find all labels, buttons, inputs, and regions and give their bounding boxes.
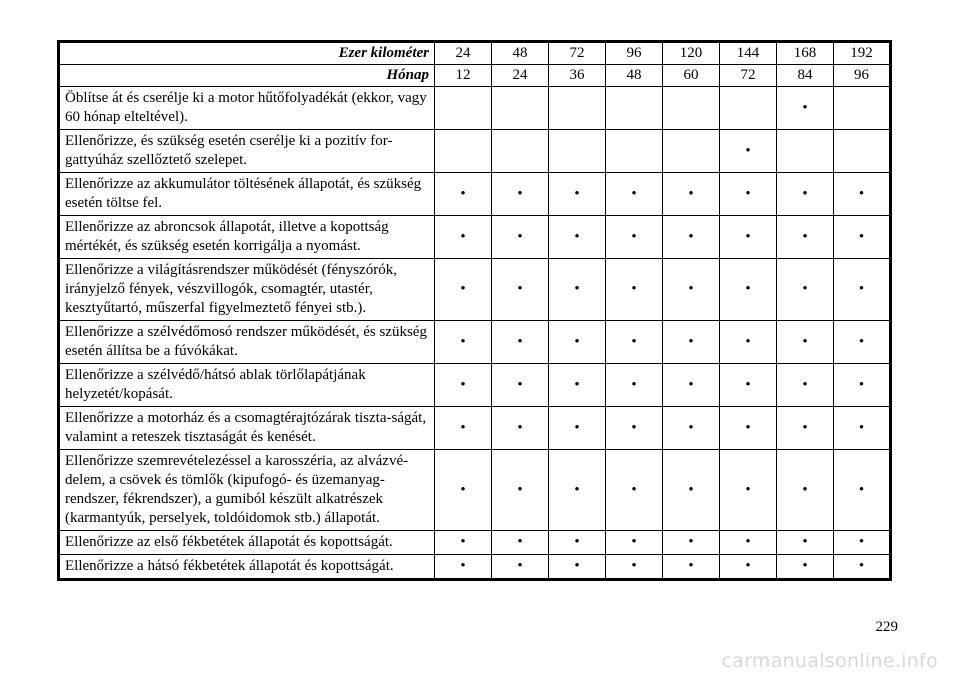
task-description: Ellenőrizze a világításrendszer működését (fényszórók, irányjelző fények, vészvillogók, csomagtér, utastér, kesztyűtartó, műszerfal figyelmeztető fényei stb.).	[59, 259, 435, 321]
service-mark: •	[492, 450, 549, 531]
header-month-cell: 24	[492, 65, 549, 87]
empty-cell	[435, 130, 492, 173]
task-description: Ellenőrizze az abroncsok állapotát, illetve a kopottság mértékét, és szükség esetén korrigálja a nyomást.	[59, 216, 435, 259]
table-row	[59, 407, 891, 450]
service-mark: •	[777, 555, 834, 580]
task-description: Ellenőrizze az első fékbetétek állapotát és kopottságát.	[59, 531, 435, 555]
service-mark: •	[549, 321, 606, 364]
table-row	[59, 259, 891, 321]
header-km-cell: 96	[606, 42, 663, 65]
table-row	[59, 531, 891, 555]
service-mark: •	[834, 450, 891, 531]
table-row	[59, 130, 891, 173]
service-mark: •	[663, 531, 720, 555]
service-mark: •	[435, 364, 492, 407]
empty-cell	[435, 87, 492, 130]
service-mark: •	[606, 321, 663, 364]
task-description: Öblítse át és cserélje ki a motor hűtőfolyadékát (ekkor, vagy 60 hónap elteltével).	[59, 87, 435, 130]
header-km-cell: 120	[663, 42, 720, 65]
service-mark: •	[435, 321, 492, 364]
service-mark: •	[435, 450, 492, 531]
service-mark: •	[663, 555, 720, 580]
service-mark: •	[720, 130, 777, 173]
service-mark: •	[777, 407, 834, 450]
empty-cell	[606, 87, 663, 130]
header-km-cell: 144	[720, 42, 777, 65]
service-mark: •	[606, 450, 663, 531]
header-month-cell: 48	[606, 65, 663, 87]
service-mark: •	[549, 364, 606, 407]
table-row	[59, 321, 891, 364]
task-description: Ellenőrizze, és szükség esetén cserélje ki a pozitív for-gattyúház szellőztető szelepet.	[59, 130, 435, 173]
table-row	[59, 216, 891, 259]
header-km-cell: 48	[492, 42, 549, 65]
service-mark: •	[549, 216, 606, 259]
service-mark: •	[834, 555, 891, 580]
empty-cell	[492, 87, 549, 130]
task-description: Ellenőrizze szemrevételezéssel a karosszéria, az alvázvé-delem, a csövek és tömlők (kipufogó- és üzemanyag-rendszer, fékrendszer), a gumiból készült alkatrészek (karmantyúk, perselyek, toldóidomok stb.) állapotát.	[59, 450, 435, 531]
service-mark: •	[834, 216, 891, 259]
service-mark: •	[720, 531, 777, 555]
service-mark: •	[720, 450, 777, 531]
header-month-cell: 36	[549, 65, 606, 87]
header-km-cell: 192	[834, 42, 891, 65]
service-mark: •	[492, 531, 549, 555]
table-row	[59, 555, 891, 580]
service-mark: •	[663, 321, 720, 364]
task-description: Ellenőrizze a hátsó fékbetétek állapotát és kopottságát.	[59, 555, 435, 580]
service-mark: •	[492, 407, 549, 450]
service-mark: •	[834, 407, 891, 450]
service-mark: •	[606, 216, 663, 259]
header-month-cell: 84	[777, 65, 834, 87]
service-mark: •	[663, 259, 720, 321]
service-mark: •	[834, 259, 891, 321]
service-mark: •	[720, 555, 777, 580]
service-mark: •	[720, 173, 777, 216]
service-mark: •	[492, 173, 549, 216]
header-km-cell: 72	[549, 42, 606, 65]
service-mark: •	[834, 531, 891, 555]
empty-cell	[834, 130, 891, 173]
service-mark: •	[777, 216, 834, 259]
service-mark: •	[492, 555, 549, 580]
header-month-cell: 60	[663, 65, 720, 87]
header-month-cell: 72	[720, 65, 777, 87]
empty-cell	[720, 87, 777, 130]
empty-cell	[606, 130, 663, 173]
service-mark: •	[777, 87, 834, 130]
service-mark: •	[663, 173, 720, 216]
task-description: Ellenőrizze az akkumulátor töltésének állapotát, és szükség esetén töltse fel.	[59, 173, 435, 216]
empty-cell	[777, 130, 834, 173]
service-mark: •	[492, 364, 549, 407]
header-row-month	[59, 65, 891, 87]
header-row-km	[59, 42, 891, 65]
service-mark: •	[435, 216, 492, 259]
service-mark: •	[834, 173, 891, 216]
service-mark: •	[720, 407, 777, 450]
service-mark: •	[606, 555, 663, 580]
empty-cell	[834, 87, 891, 130]
service-mark: •	[492, 216, 549, 259]
task-description: Ellenőrizze a szélvédőmosó rendszer működését, és szükség esetén állítsa be a fúvókákat.	[59, 321, 435, 364]
service-mark: •	[549, 531, 606, 555]
service-mark: •	[720, 259, 777, 321]
service-mark: •	[777, 531, 834, 555]
service-mark: •	[777, 173, 834, 216]
table-row	[59, 87, 891, 130]
header-month-label: Hónap	[59, 65, 435, 87]
service-mark: •	[606, 364, 663, 407]
service-mark: •	[720, 216, 777, 259]
service-mark: •	[435, 259, 492, 321]
header-month-cell: 12	[435, 65, 492, 87]
service-mark: •	[777, 259, 834, 321]
table-row	[59, 364, 891, 407]
service-mark: •	[492, 259, 549, 321]
service-mark: •	[606, 173, 663, 216]
empty-cell	[492, 130, 549, 173]
service-mark: •	[435, 173, 492, 216]
service-mark: •	[663, 407, 720, 450]
service-mark: •	[435, 555, 492, 580]
empty-cell	[549, 130, 606, 173]
service-mark: •	[663, 450, 720, 531]
service-mark: •	[549, 259, 606, 321]
empty-cell	[663, 87, 720, 130]
service-mark: •	[492, 321, 549, 364]
header-km-label: Ezer kilométer	[59, 42, 435, 65]
service-mark: •	[777, 321, 834, 364]
service-mark: •	[777, 364, 834, 407]
task-description: Ellenőrizze a szélvédő/hátsó ablak törlőlapátjának helyzetét/kopását.	[59, 364, 435, 407]
service-mark: •	[435, 407, 492, 450]
table-row	[59, 450, 891, 531]
empty-cell	[549, 87, 606, 130]
table-row	[59, 173, 891, 216]
service-mark: •	[720, 364, 777, 407]
service-mark: •	[720, 321, 777, 364]
task-description: Ellenőrizze a motorház és a csomagtérajtózárak tiszta-ságát, valamint a reteszek tisztaságát és kenését.	[59, 407, 435, 450]
empty-cell	[663, 130, 720, 173]
service-mark: •	[549, 555, 606, 580]
service-mark: •	[663, 216, 720, 259]
service-mark: •	[606, 407, 663, 450]
header-month-cell: 96	[834, 65, 891, 87]
service-mark: •	[606, 531, 663, 555]
watermark: carmanualsonline.info	[721, 650, 938, 672]
service-mark: •	[549, 173, 606, 216]
service-mark: •	[435, 531, 492, 555]
service-mark: •	[549, 450, 606, 531]
page-number: 229	[875, 619, 898, 635]
service-mark: •	[606, 259, 663, 321]
header-km-cell: 168	[777, 42, 834, 65]
service-mark: •	[834, 364, 891, 407]
service-mark: •	[663, 364, 720, 407]
service-mark: •	[834, 321, 891, 364]
service-mark: •	[777, 450, 834, 531]
maintenance-table-container	[57, 40, 892, 581]
maintenance-schedule-table	[57, 40, 892, 581]
service-mark: •	[549, 407, 606, 450]
header-km-cell: 24	[435, 42, 492, 65]
